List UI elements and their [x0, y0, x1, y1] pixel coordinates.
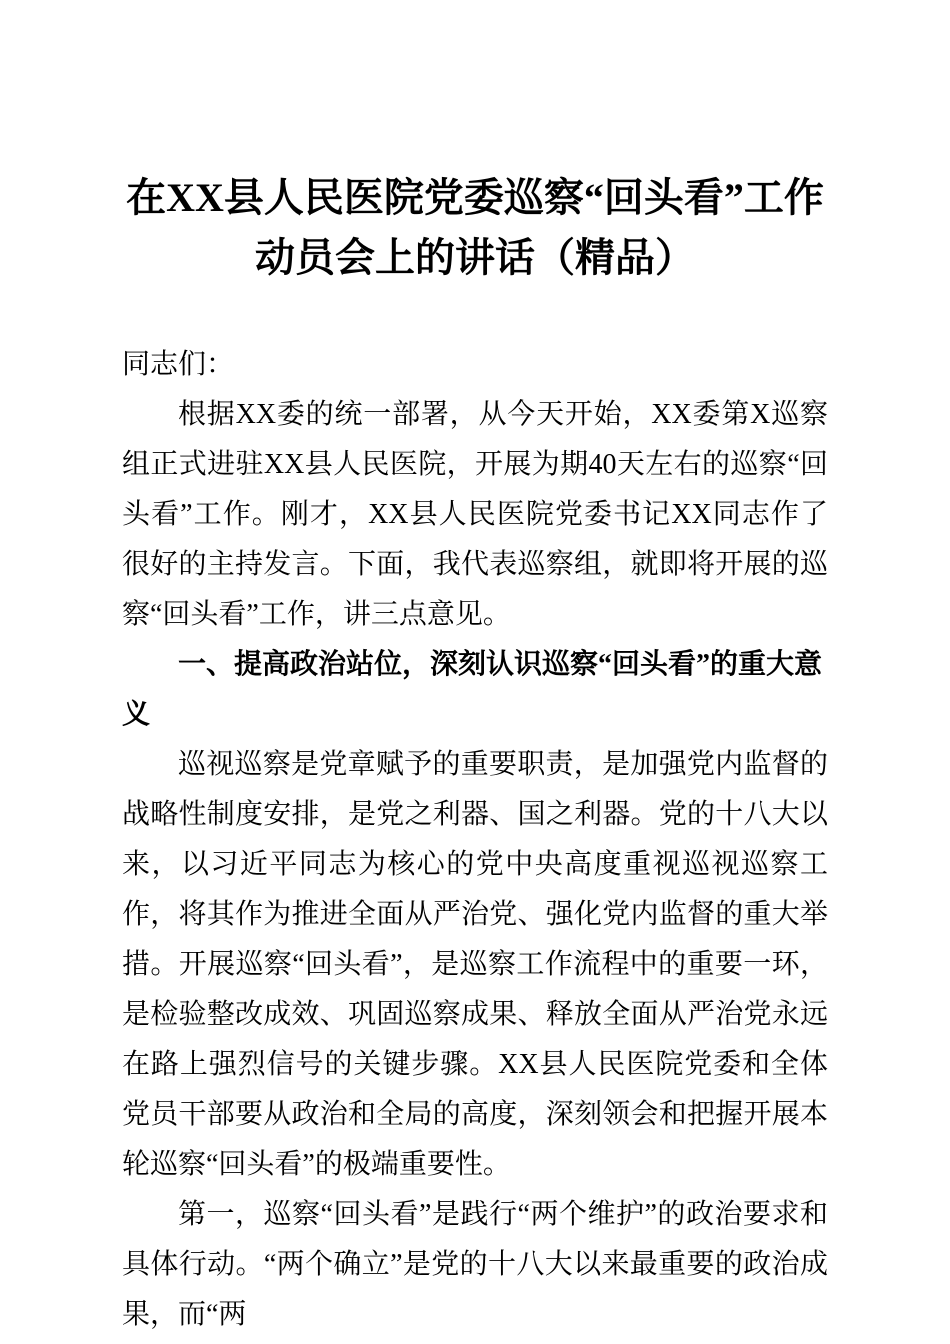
- body-paragraph-intro: 根据XX委的统一部署，从今天开始，XX委第X巡察组正式进驻XX县人民医院，开展为期40天左右的巡察“回头看”工作。刚才，XX县人民医院党委书记XX同志作了很好的主持发言。下面，我代表巡察组，就即将开展的巡察“回头看”工作，讲三点意见。: [122, 399, 828, 630]
- salutation-paragraph: 同志们：: [122, 349, 235, 380]
- body-paragraph-significance: 巡视巡察是党章赋予的重要职责，是加强党内监督的战略性制度安排，是党之利器、国之利器。党的十八大以来，以习近平同志为核心的党中央高度重视巡视巡察工作，将其作为推进全面从严治党、强化党内监督的重大举措。开展巡察“回头看”，是巡察工作流程中的重要一环，是检验整改成效、巩固巡察成果、释放全面从严治党永远在路上强烈信号的关键步骤。XX县人民医院党委和全体党员干部要从政治和全局的高度，深刻领会和把握开展本轮巡察“回头看”的极端重要性。: [122, 749, 828, 1180]
- body-paragraph-first-point: 第一，巡察“回头看”是践行“两个维护”的政治要求和具体行动。“两个确立”是党的十八大以来最重要的政治成果，而“两: [122, 1199, 828, 1330]
- document-title: 在XX县人民医院党委巡察“回头看”工作动员会上的讲话（精品）: [126, 175, 824, 280]
- section-heading-1: 一、提高政治站位，深刻认识巡察“回头看”的重大意义: [122, 649, 823, 730]
